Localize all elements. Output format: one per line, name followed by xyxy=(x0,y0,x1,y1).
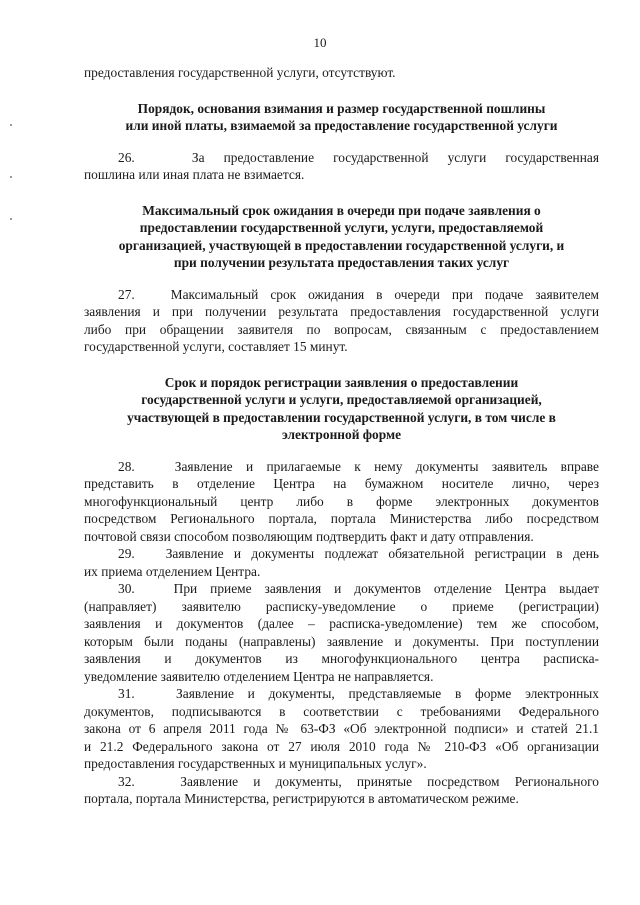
paragraph xyxy=(84,773,599,808)
section-heading xyxy=(84,374,599,444)
paragraph-line: 26. За предоставление государственной услуги государственная xyxy=(118,149,599,165)
paragraph-line: закона от 6 апреля 2011 года № 63-ФЗ «Об электронной подписи» и статей 21.1 xyxy=(84,721,599,736)
scan-mark xyxy=(10,218,12,220)
paragraph-line: посредством Регионального портала, портала Министерства либо посредством xyxy=(84,511,599,526)
paragraph-line: пошлина или иная плата не взимается. xyxy=(84,167,305,182)
heading-line: предоставлении государственной услуги, услуги, предоставляемой xyxy=(139,220,544,235)
heading-line: Срок и порядок регистрации заявления о предоставлении xyxy=(164,374,519,390)
paragraph xyxy=(84,458,599,546)
scan-mark xyxy=(10,124,12,126)
paragraph-line: 31. Заявление и документы, представляемые в форме электронных xyxy=(118,686,599,701)
heading-line: государственной услуги и услуги, предоставляемой организацией, xyxy=(141,392,542,407)
intro-line: предоставления государственной услуги, отсутствуют. xyxy=(84,65,396,80)
section-heading xyxy=(84,100,599,135)
paragraph xyxy=(84,580,599,685)
heading-line: Порядок, основания взимания и размер государственной пошлины xyxy=(137,100,546,116)
heading-line: организацией, участвующей в предоставлении государственной услуги, и xyxy=(118,237,565,253)
paragraph xyxy=(84,286,599,356)
paragraph-line: заявления и документов из многофункционального центра расписка- xyxy=(84,651,599,666)
paragraph-line: многофункциональный центр либо в форме электронных документов xyxy=(84,493,599,509)
paragraph-line: 30. При приеме заявления и документов отделение Центра выдает xyxy=(118,581,599,596)
paragraph-line: документов, подписываются в соответствии с требованиями Федерального xyxy=(84,703,599,719)
paragraph-line: предоставления государственных и муниципальных услуг». xyxy=(84,756,427,771)
paragraph xyxy=(84,149,599,184)
paragraph-line: представить в отделение Центра на бумажном носителе лично, через xyxy=(84,476,599,491)
paragraph-line: 27. Максимальный срок ожидания в очереди при подаче заявителем xyxy=(118,286,599,302)
section-heading xyxy=(84,202,599,272)
paragraph-line: которым были поданы (направлены) заявление и документы. При поступлении xyxy=(84,633,599,649)
paragraph-line: государственной услуги, составляет 15 минут. xyxy=(84,339,348,354)
paragraph xyxy=(84,545,599,580)
paragraph-line: 28. Заявление и прилагаемые к нему документы заявитель вправе xyxy=(118,458,599,474)
paragraph-line: заявления и документов (далее – расписка-уведомление) тем же способом, xyxy=(84,616,599,631)
page-number: 10 xyxy=(313,35,327,50)
paragraph-line: почтовой связи способом позволяющим подтвердить факт и дату отправления. xyxy=(84,528,534,544)
heading-line: Максимальный срок ожидания в очереди при подаче заявления о xyxy=(142,202,541,218)
document-body xyxy=(84,64,599,808)
paragraph-line: уведомление заявителю отделением Центра не направляется. xyxy=(84,668,434,684)
scan-mark xyxy=(10,176,12,178)
paragraph-line: заявления и при получении результата предоставления государственной услуги xyxy=(84,304,599,319)
heading-line: при получении результата предоставления таких услуг xyxy=(173,255,510,270)
heading-line: участвующей в предоставлении государственной услуги, в том числе в xyxy=(127,409,556,425)
paragraph xyxy=(84,685,599,773)
paragraph-line: и 21.2 Федерального закона от 27 июля 2010 года № 210-ФЗ «Об организации xyxy=(84,738,599,754)
paragraph-line: 29. Заявление и документы подлежат обязательной регистрации в день xyxy=(118,546,599,561)
heading-line: или иной платы, взимаемой за предоставление государственной услуги xyxy=(125,118,558,133)
heading-line: электронной форме xyxy=(281,427,402,442)
paragraph-line: 32. Заявление и документы, принятые посредством Регионального xyxy=(118,773,599,789)
paragraph-line: (направляет) заявителю расписку-уведомление о приеме (регистрации) xyxy=(84,598,599,614)
paragraph-line: либо при обращении заявителя по вопросам, связанным с предоставлением xyxy=(84,321,599,337)
paragraph-line: портала, портала Министерства, регистрируются в автоматическом режиме. xyxy=(84,791,519,806)
paragraph-line: их приема отделением Центра. xyxy=(84,563,261,579)
